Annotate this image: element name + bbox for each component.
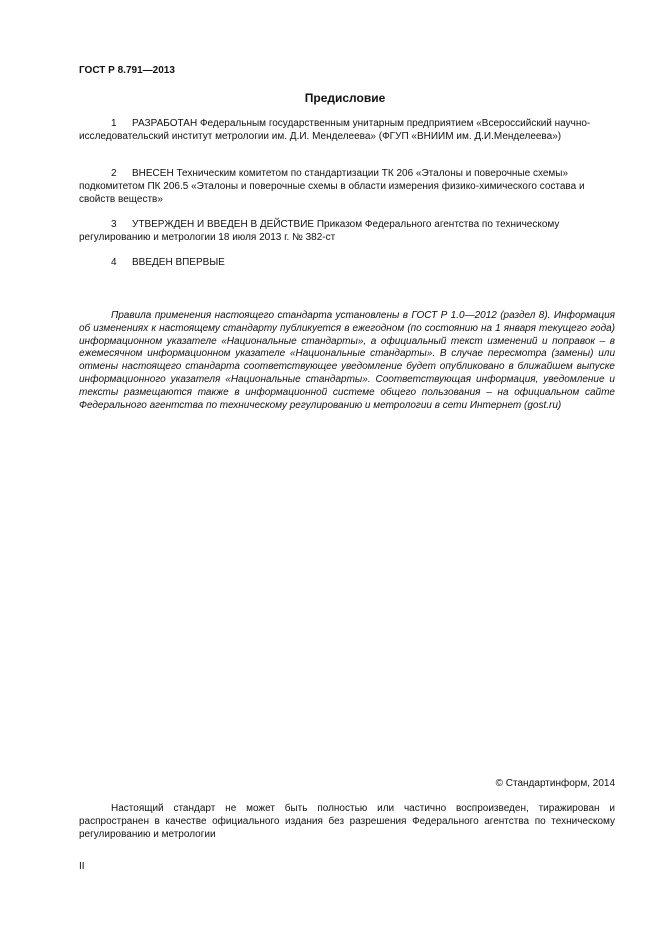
item-number: 3 [111,219,117,230]
document-code: ГОСТ Р 8.791—2013 [79,65,175,76]
item-number: 1 [111,118,117,129]
item-text: УТВЕРЖДЕН И ВВЕДЕН В ДЕЙСТВИЕ Приказом Федерального агентства по техническому регулированию и метрологии 18 июля 2013 г. № 382-ст [79,219,560,243]
copyright: © Стандартинформ, 2014 [495,778,615,789]
item-number: 4 [111,257,117,268]
application-rules-notice: Правила применения настоящего стандарта установлены в ГОСТ Р 1.0—2012 (раздел 8). Информация об изменениях к настоящему стандарту публикуется в ежегодном (по состоянию на 1 января текущего года) информационном указателе «Национальные стандарты», а официальный текст изменений и поправок – в ежемесячном информационном указателе «Национальные стандарты». В случае пересмотра (замены) или отмены настоящего стандарта соответствующее уведомление будет опубликовано в ближайшем выпуске информационного указателя «Национальные стандарты». Соответствующая информация, уведомление и тексты размещаются также в информационной системе общего пользования – на официальном сайте Федерального агентства по техническому регулированию и метрологии в сети Интернет (gost.ru) [79,310,615,411]
item-text: ВНЕСЕН Техническим комитетом по стандартизации ТК 206 «Эталоны и поверочные схемы» подкомитетом ПК 206.5 «Эталоны и поверочные схемы в области измерения физико-химического состава и свойств веществ» [79,168,585,205]
item-text: РАЗРАБОТАН Федеральным государственным унитарным предприятием «Всероссийский научно-исследовательский институт метрологии им. Д.И. Менделеева» (ФГУП «ВНИИМ им. Д.И.Менделеева») [79,118,591,142]
foreword-item-2 [79,168,619,206]
foreword-title: Предисловие [304,91,386,105]
item-text: ВВЕДЕН ВПЕРВЫЕ [132,257,225,268]
page-number: II [79,861,85,872]
foreword-item-3 [79,219,619,245]
item-number: 2 [111,168,117,179]
reproduction-note: Настоящий стандарт не может быть полностью или частично воспроизведен, тиражирован и распространен в качестве официального издания без разрешения Федерального агентства по техническому регулированию и метрологии [79,803,615,840]
foreword-item-4 [79,257,619,270]
foreword-item-1 [79,118,619,144]
